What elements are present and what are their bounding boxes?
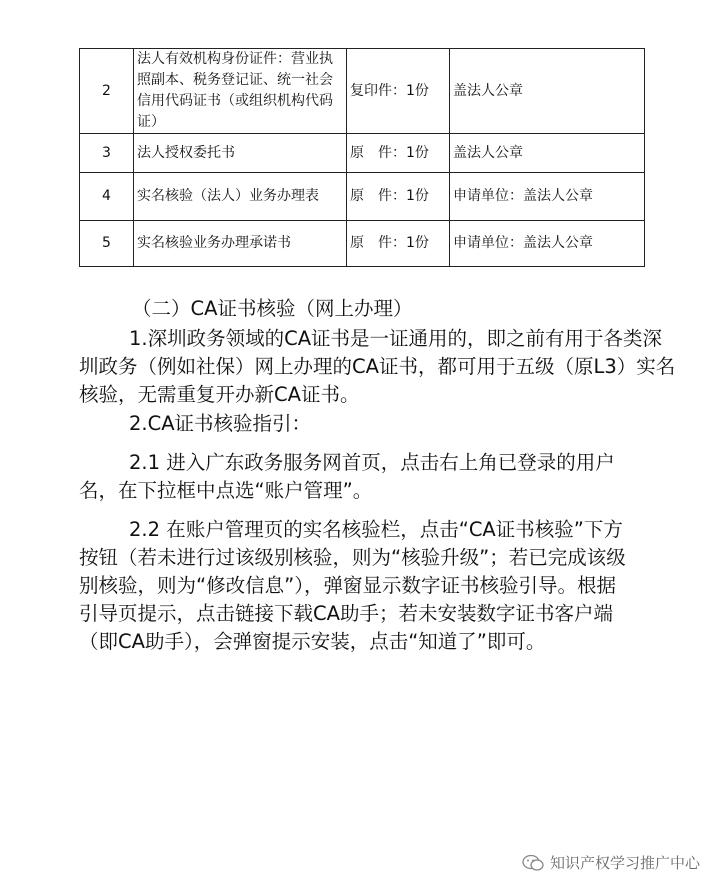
row-number: 2 (80, 49, 134, 134)
document-copies: 原 件：1份 (347, 134, 450, 173)
document-name: 实名核验业务办理承诺书 (134, 221, 347, 267)
section-heading: （二）CA证书核验（网上办理） (132, 297, 413, 320)
paragraph-step-2-2: 2.2 在账户管理页的实名核验栏，点击“CA证书核验”下方按钮（若未进行过该级别核验，则为“核验升级”；若已完成该级别核验，则为“修改信息”），弹窗显示数字证书核验引导。根据引导页提示，点击链接下载CA助手；若未安装数字证书客户端（即CA助手），会弹窗提示安装，点击“知道了”即可。 (79, 518, 626, 653)
document-copies: 复印件：1份 (347, 49, 450, 134)
document-name: 法人授权委托书 (134, 134, 347, 173)
wechat-icon (522, 854, 544, 872)
document-name: 法人有效机构身份证件：营业执照副本、税务登记证、统一社会信用代码证书（或组织机构代码证） (134, 49, 347, 134)
table-row (80, 134, 645, 173)
table-row (80, 49, 645, 134)
document-copies: 原 件：1份 (347, 173, 450, 221)
row-number: 3 (80, 134, 134, 173)
table-row (80, 221, 645, 267)
paragraph-guide-title: 2.CA证书核验指引： (129, 412, 312, 435)
document-note: 盖法人公章 (450, 49, 645, 134)
watermark (522, 852, 700, 873)
document-note: 申请单位：盖法人公章 (450, 221, 645, 267)
paragraph-ca-general: 1.深圳政务领域的CA证书是一证通用的，即之前有用于各类深圳政务（例如社保）网上办理的CA证书，都可用于五级（原L3）实名核验，无需重复开办新CA证书。 (79, 327, 676, 406)
document-note: 申请单位：盖法人公章 (450, 173, 645, 221)
document-copies: 原 件：1份 (347, 221, 450, 267)
watermark-text: 知识产权学习推广中心 (549, 854, 700, 872)
document-table (79, 48, 645, 267)
document-note: 盖法人公章 (450, 134, 645, 173)
paragraph-step-2-1: 2.1 进入广东政务服务网首页，点击右上角已登录的用户名，在下拉框中点选“账户管理”。 (79, 451, 615, 502)
row-number: 4 (80, 173, 134, 221)
row-number: 5 (80, 221, 134, 267)
table-row (80, 173, 645, 221)
document-name: 实名核验（法人）业务办理表 (134, 173, 347, 221)
